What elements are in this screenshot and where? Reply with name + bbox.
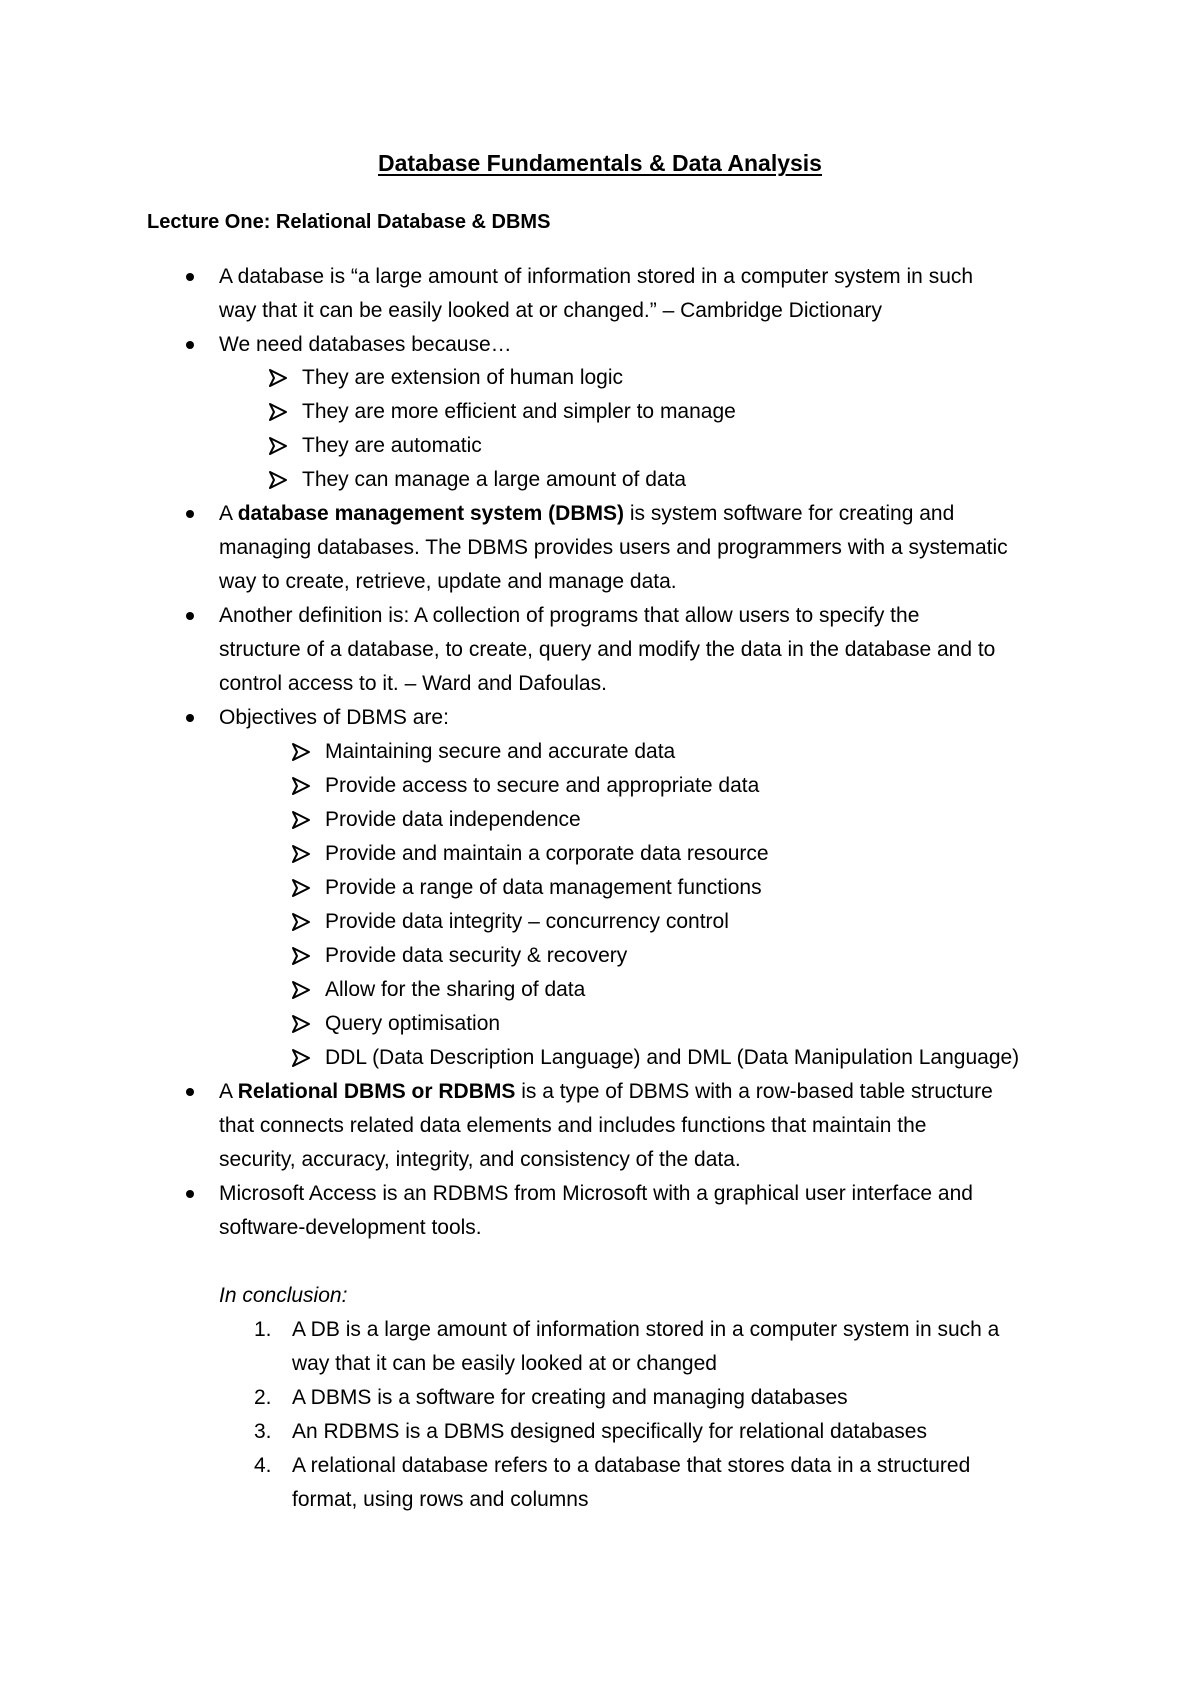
bullet-4-line-1: Another definition is: A collection of programs that allow users to specify the [219,604,920,627]
sub-item: They can manage a large amount of data [302,468,687,491]
bullet-icon [186,1088,194,1096]
conclusion-item-4-line-2: format, using rows and columns [292,1488,589,1511]
arrow-bullet-icon [291,1014,311,1034]
bullet-4-line-3: control access to it. – Ward and Dafoulas. [219,672,607,695]
arrow-bullet-icon [268,436,288,456]
arrow-bullet-icon [291,946,311,966]
bullet-icon [186,273,194,281]
bullet-7-line-2: software-development tools. [219,1216,482,1239]
bullet-7-line-1: Microsoft Access is an RDBMS from Microsoft with a graphical user interface and [219,1182,973,1205]
bullet-3-line-3: way to create, retrieve, update and manage data. [219,570,677,593]
conclusion-item-1-line-1: A DB is a large amount of information stored in a computer system in such a [292,1318,1000,1341]
objective-item: DDL (Data Description Language) and DML (Data Manipulation Language) [325,1046,1020,1069]
objective-item: Provide and maintain a corporate data resource [325,842,769,865]
arrow-bullet-icon [291,980,311,1000]
conclusion-item-1-line-2: way that it can be easily looked at or changed [292,1352,717,1375]
bullet-1-line-1: A database is “a large amount of information stored in a computer system in such [219,265,974,288]
bullet-6-post: is a type of DBMS with a row-based table structure [515,1080,993,1103]
arrow-bullet-icon [291,1048,311,1068]
arrow-bullet-icon [291,878,311,898]
document-title: Database Fundamentals & Data Analysis [378,150,822,176]
objective-item: Provide data security & recovery [325,944,628,967]
conclusion-item-3: An RDBMS is a DBMS designed specifically for relational databases [292,1420,927,1443]
objective-item: Query optimisation [325,1012,501,1035]
bullet-3-post: is system software for creating and [623,502,955,525]
conclusion-number: 4. [254,1454,272,1477]
bullet-5-line-1: Objectives of DBMS are: [219,706,449,729]
arrow-bullet-icon [291,810,311,830]
bullet-6-pre: A [219,1080,238,1103]
conclusion-number: 1. [254,1318,272,1341]
arrow-bullet-icon [291,742,311,762]
lecture-heading: Lecture One: Relational Database & DBMS [147,211,551,233]
sub-item: They are more efficient and simpler to manage [302,400,736,423]
conclusion-number: 3. [254,1420,272,1443]
objective-item: Provide data independence [325,808,581,831]
objective-item: Allow for the sharing of data [325,978,586,1001]
bullet-icon [186,510,194,518]
bullet-3-line-2: managing databases. The DBMS provides users and programmers with a systematic [219,536,1008,559]
bullet-6-line-1 [219,1077,993,1107]
sub-item: They are extension of human logic [302,366,624,389]
objective-item: Provide data integrity – concurrency control [325,910,729,933]
conclusion-heading: In conclusion: [219,1284,348,1307]
arrow-bullet-icon [291,844,311,864]
bullet-icon [186,612,194,620]
arrow-bullet-icon [268,368,288,388]
objective-item: Provide a range of data management functions [325,876,762,899]
conclusion-item-2: A DBMS is a software for creating and managing databases [292,1386,848,1409]
bullet-icon [186,1190,194,1198]
objective-item: Maintaining secure and accurate data [325,740,676,763]
dbms-term: database management system (DBMS) [237,502,624,525]
sub-item: They are automatic [302,434,482,457]
bullet-6-line-2: that connects related data elements and includes functions that maintain the [219,1114,927,1137]
rdbms-term: Relational DBMS or RDBMS [237,1080,516,1103]
bullet-3-pre: A [219,502,238,525]
bullet-6-line-3: security, accuracy, integrity, and consistency of the data. [219,1148,741,1171]
bullet-2-line-1: We need databases because… [219,333,512,356]
arrow-bullet-icon [291,776,311,796]
bullet-icon [186,341,194,349]
bullet-icon [186,714,194,722]
bullet-4-line-2: structure of a database, to create, query and modify the data in the database and to [219,638,996,661]
bullet-3-line-1 [219,499,954,529]
bullet-1-line-2: way that it can be easily looked at or changed.” – Cambridge Dictionary [219,299,883,322]
arrow-bullet-icon [268,470,288,490]
conclusion-number: 2. [254,1386,272,1409]
arrow-bullet-icon [268,402,288,422]
arrow-bullet-icon [291,912,311,932]
objective-item: Provide access to secure and appropriate data [325,774,760,797]
conclusion-item-4-line-1: A relational database refers to a database that stores data in a structured [292,1454,971,1477]
